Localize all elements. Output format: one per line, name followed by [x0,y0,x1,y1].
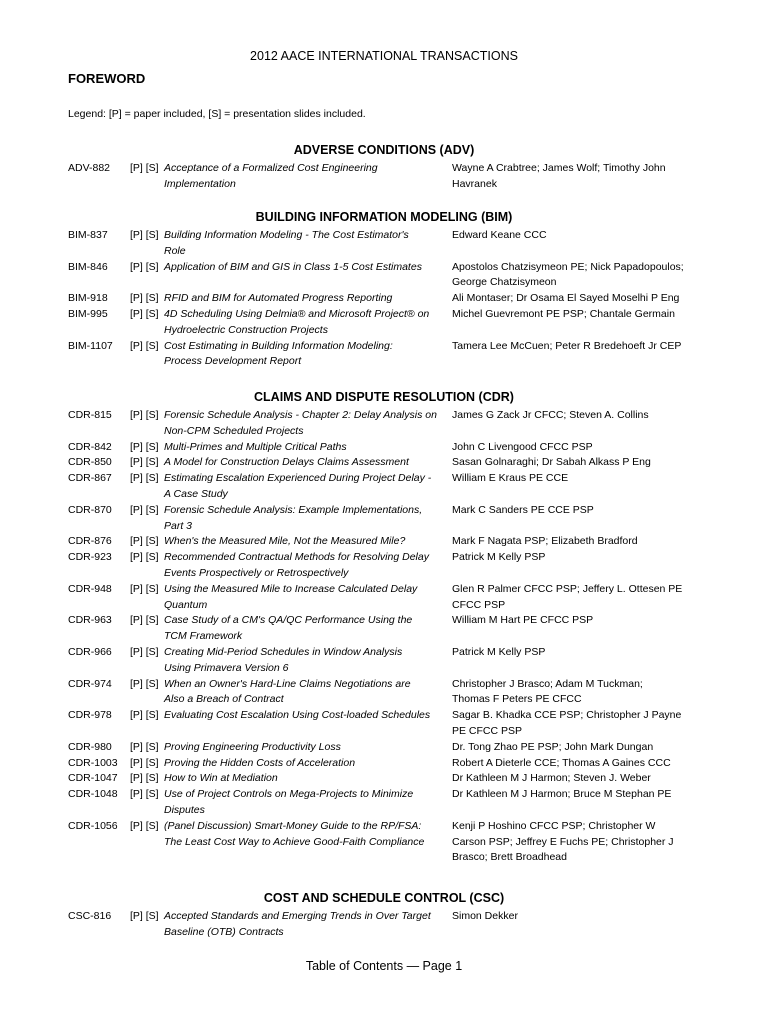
entry-authors [452,645,712,661]
entry-title [164,440,450,456]
entry-title [164,787,450,819]
entry-authors-line: Christopher J Brasco; Adam M Tuckman; [452,677,643,690]
entry-authors-line: Brasco; Brett Broadhead [452,851,567,864]
entry-title [164,819,450,851]
entry-title-line: Creating Mid-Period Schedules in Window Analysis [164,646,403,658]
entry-title [164,550,450,582]
entry-authors-line: Patrick M Kelly PSP [452,646,546,658]
entry-title-line: Use of Project Controls on Mega-Projects to Minimize [164,788,414,801]
entry-title-line: Implementation [164,177,236,190]
entry-title [164,291,450,307]
entry-authors [452,307,712,323]
entry-id: CDR-870 [68,503,112,516]
entry-authors [452,534,712,550]
entry-title-line: When's the Measured Mile, Not the Measured Mile? [164,535,406,548]
entry-flags: [P] [S] [130,409,159,421]
entry-authors-line: Glen R Palmer CFCC PSP; Jeffery L. Ottesen PE [452,582,683,595]
section-heading: COST AND SCHEDULE CONTROL (CSC) [263,891,505,905]
entry-title-line: Acceptance of a Formalized Cost Engineering [164,162,378,174]
entry-authors-line: Sagar B. Khadka CCE PSP; Christopher J Payne [452,709,682,722]
entry-authors-line: Michel Guevremont PE PSP; Chantale Germain [452,308,675,320]
entry-authors [452,819,712,866]
entry-authors-line: Mark C Sanders PE CCE PSP [452,503,594,516]
entry-flags: [P] [S] [130,339,159,352]
entry-flags: [P] [S] [130,772,159,785]
entry-title-line: The Least Cost Way to Achieve Good-Faith Compliance [164,835,425,848]
entry-authors [452,440,712,456]
entry-id: CDR-815 [68,409,112,421]
entry-title [164,677,450,709]
document-title: 2012 AACE INTERNATIONAL TRANSACTIONS [250,49,518,63]
entry-title-line: Also a Breach of Contract [164,693,284,706]
entry-flags: [P] [S] [130,535,159,548]
entry-title [164,471,450,503]
entry-flags: [P] [S] [130,582,159,595]
entry-authors-line: Havranek [452,177,497,190]
entry-title-line: Process Development Report [164,355,302,368]
entry-id: CDR-1003 [68,756,118,769]
entry-title-line: Disputes [164,803,205,816]
entry-authors-line: Dr Kathleen M J Harmon; Steven J. Weber [452,772,651,785]
entry-flags: [P] [S] [130,292,159,305]
entry-flags: [P] [S] [130,551,159,564]
entry-authors-line: Wayne A Crabtree; James Wolf; Timothy John [452,162,666,174]
entry-title [164,339,450,371]
entry-authors [452,740,712,756]
entry-id: CDR-966 [68,646,112,658]
entry-title-line: Baseline (OTB) Contracts [164,925,284,938]
entry-title [164,260,450,276]
entry-id: CDR-980 [68,740,112,753]
entry-title-line: Application of BIM and GIS in Class 1-5 Cost Estimates [164,260,422,273]
entry-flags: [P] [S] [130,162,159,174]
entry-flags: [P] [S] [130,308,159,320]
page-footer: Table of Contents — Page 1 [305,959,463,973]
entry-authors [452,909,712,925]
entry-flags: [P] [S] [130,260,159,273]
entry-title-line: When an Owner's Hard-Line Claims Negotiations are [164,677,411,690]
entry-flags: [P] [S] [130,910,159,922]
entry-title [164,307,450,339]
entry-id: CDR-876 [68,535,112,548]
entry-title [164,503,450,535]
entry-title [164,740,450,756]
entry-authors [452,503,712,519]
entry-title-line: How to Win at Mediation [164,772,278,785]
entry-title [164,161,450,193]
entry-authors-line: George Chatzisymeon [452,276,557,289]
entry-authors [452,455,712,471]
entry-authors [452,582,712,614]
entry-title-line: Proving the Hidden Costs of Acceleration [164,756,356,769]
entry-authors-line: Dr Kathleen M J Harmon; Bruce M Stephan PE [452,788,672,801]
entry-id: BIM-846 [68,260,108,273]
entry-flags: [P] [S] [130,614,159,627]
entry-authors [452,613,712,629]
entry-title [164,534,450,550]
entry-authors-line: Apostolos Chatzisymeon PE; Nick Papadopoulos; [452,260,684,273]
entry-flags: [P] [S] [130,646,159,658]
entry-authors-line: William E Kraus PE CCE [452,472,569,485]
entry-title [164,909,450,941]
entry-title-line: Events Prospectively or Retrospectively [164,566,349,579]
foreword-heading: FOREWORD [68,71,146,86]
entry-authors-line: CFCC PSP [452,598,506,611]
entry-title-line: Forensic Schedule Analysis - Chapter 2: Delay Analysis on [164,409,437,421]
entry-id: BIM-995 [68,308,108,320]
entry-id: CSC-816 [68,910,112,922]
entry-authors-line: Carson PSP; Jeffrey E Fuchs PE; Christopher J [452,835,674,848]
entry-title [164,455,450,471]
entry-authors-line: Dr. Tong Zhao PE PSP; John Mark Dungan [452,740,654,753]
entry-title-line: Non-CPM Scheduled Projects [164,424,304,437]
entry-id: CDR-923 [68,551,112,564]
entry-title-line: Quantum [164,598,208,611]
entry-flags: [P] [S] [130,472,159,485]
entry-title-line: 4D Scheduling Using Delmia® and Microsoft Project® on [164,308,430,320]
entry-title-line: Using Primavera Version 6 [164,661,289,674]
entry-id: BIM-918 [68,292,108,305]
entry-title [164,613,450,645]
entry-authors-line: Sasan Golnaraghi; Dr Sabah Alkass P Eng [452,456,651,469]
entry-title-line: Recommended Contractual Methods for Resolving Delay [164,551,429,564]
entry-title-line: Estimating Escalation Experienced During Project Delay - [164,472,432,485]
entry-flags: [P] [S] [130,819,159,832]
entry-flags: [P] [S] [130,456,159,469]
entry-authors-line: Mark F Nagata PSP; Elizabeth Bradford [452,535,638,548]
section-heading: CLAIMS AND DISPUTE RESOLUTION (CDR) [254,390,514,404]
entry-id: CDR-948 [68,582,112,595]
section-heading: ADVERSE CONDITIONS (ADV) [293,143,475,157]
entry-flags: [P] [S] [130,440,159,453]
entry-title [164,228,450,260]
entry-id: CDR-842 [68,440,112,453]
entry-authors-line: Thomas F Peters PE CFCC [452,693,582,706]
entry-id: CDR-867 [68,472,112,485]
entry-title-line: Evaluating Cost Escalation Using Cost-loaded Schedules [164,709,431,722]
entry-authors-line: Ali Montaser; Dr Osama El Sayed Moselhi P Eng [452,292,680,305]
entry-title-line: Using the Measured Mile to Increase Calculated Delay [164,582,418,595]
entry-title [164,645,450,677]
entry-title-line: Cost Estimating in Building Information Modeling: [164,339,393,352]
entry-flags: [P] [S] [130,740,159,753]
entry-authors-line: Robert A Dieterle CCE; Thomas A Gaines CCC [452,756,671,769]
entry-id: CDR-1048 [68,788,118,801]
entry-title-line: Hydroelectric Construction Projects [164,323,328,336]
entry-id: CDR-963 [68,614,112,627]
entry-title-line: Proving Engineering Productivity Loss [164,740,341,753]
entry-title-line: Accepted Standards and Emerging Trends in Over Target [164,910,431,922]
entry-title [164,408,450,440]
entry-flags: [P] [S] [130,788,159,801]
entry-title-line: Part 3 [164,519,193,532]
entry-flags: [P] [S] [130,229,159,241]
entry-authors [452,408,712,424]
entry-authors [452,291,712,307]
entry-authors [452,677,712,709]
entry-title [164,708,450,724]
legend-text: Legend: [P] = paper included, [S] = presentation slides included. [68,108,366,120]
entry-authors [452,756,712,772]
entry-id: CDR-1056 [68,819,118,832]
entry-title-line: Role [164,244,186,257]
entry-authors-line: William M Hart PE CFCC PSP [452,614,594,627]
entry-authors [452,771,712,787]
entry-title-line: Building Information Modeling - The Cost Estimator's [164,229,409,241]
entry-title-line: TCM Framework [164,630,243,643]
entry-id: BIM-837 [68,229,108,241]
entry-flags: [P] [S] [130,503,159,516]
entry-flags: [P] [S] [130,709,159,722]
entry-authors-line: James G Zack Jr CFCC; Steven A. Collins [452,409,649,421]
entry-authors-line: John C Livengood CFCC PSP [452,440,593,453]
entry-authors [452,550,712,566]
entry-authors-line: Edward Keane CCC [452,229,547,241]
entry-title-line: RFID and BIM for Automated Progress Reporting [164,292,393,305]
entry-authors [452,787,712,803]
entry-title-line: Case Study of a CM's QA/QC Performance Using the [164,614,413,627]
entry-title-line: Multi-Primes and Multiple Critical Paths [164,440,347,453]
entry-authors-line: Kenji P Hoshino CFCC PSP; Christopher W [452,819,656,832]
entry-flags: [P] [S] [130,677,159,690]
entry-title [164,582,450,614]
entry-authors [452,471,712,487]
entry-authors [452,260,712,292]
entry-authors [452,339,712,355]
entry-title [164,771,450,787]
entry-title-line: Forensic Schedule Analysis: Example Implementations, [164,503,423,516]
entry-flags: [P] [S] [130,756,159,769]
entry-authors-line: Patrick M Kelly PSP [452,551,546,564]
entry-id: ADV-882 [68,162,111,174]
entry-id: CDR-974 [68,677,112,690]
entry-id: CDR-1047 [68,772,118,785]
entry-authors [452,161,712,193]
entry-title [164,756,450,772]
entry-authors [452,228,712,244]
entry-id: CDR-850 [68,456,112,469]
entry-authors-line: Simon Dekker [452,910,518,922]
entry-authors [452,708,712,740]
entry-title-line: A Case Study [164,487,228,500]
entry-title-line: A Model for Construction Delays Claims Assessment [164,456,409,469]
entry-id: CDR-978 [68,709,112,722]
entry-title-line: (Panel Discussion) Smart-Money Guide to the RP/FSA: [164,819,422,832]
entry-id: BIM-1107 [68,339,113,352]
section-heading: BUILDING INFORMATION MODELING (BIM) [255,210,513,224]
entry-authors-line: Tamera Lee McCuen; Peter R Bredehoeft Jr CEP [452,339,682,352]
entry-authors-line: PE CFCC PSP [452,724,523,737]
